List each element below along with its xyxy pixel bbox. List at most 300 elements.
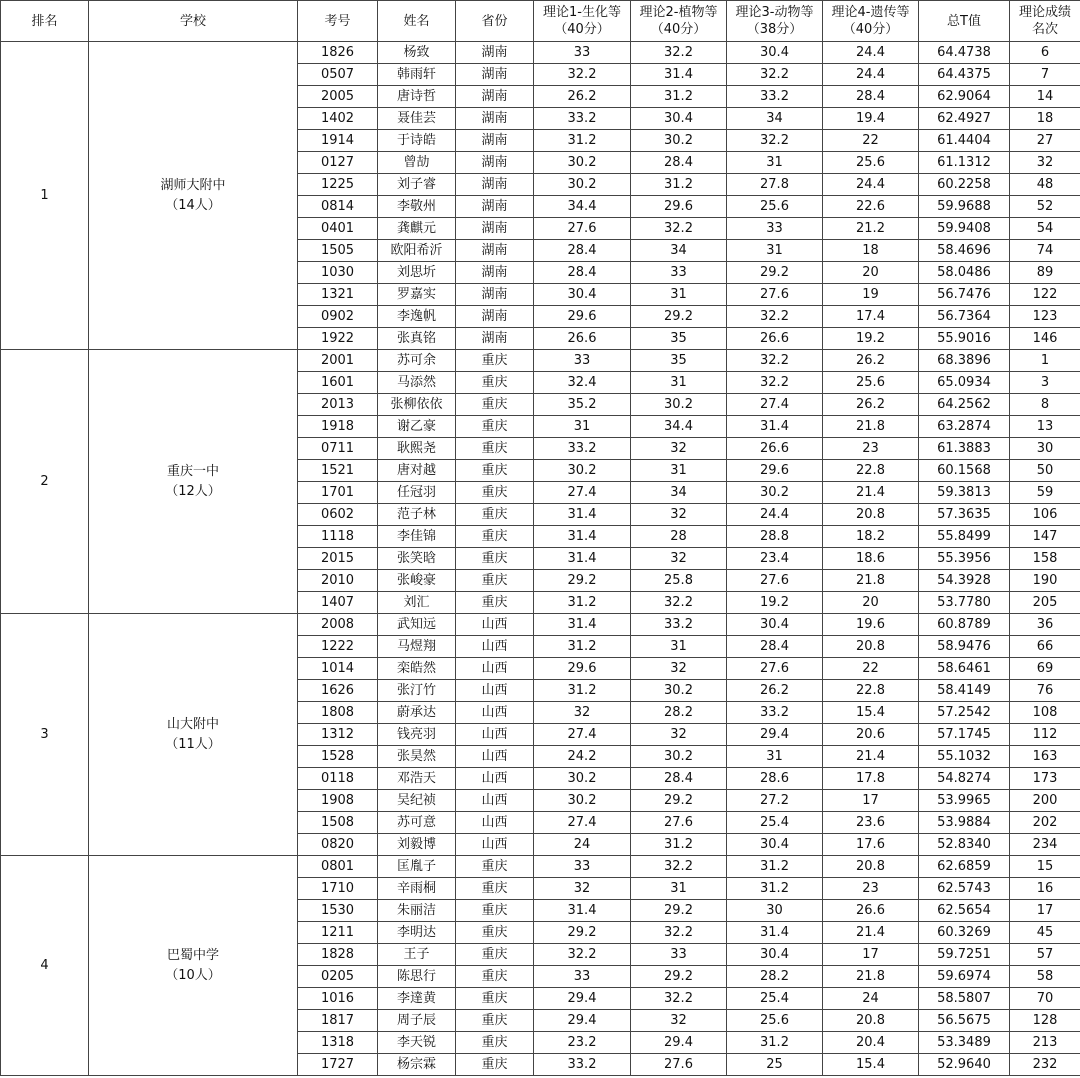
theory-1-cell: 32.2 — [534, 64, 631, 86]
table-body — [1, 42, 1080, 1076]
exam-id-cell: 1222 — [298, 636, 378, 658]
theory-3-cell: 25.6 — [727, 1010, 823, 1032]
header-theory-place-line1: 理论成绩 — [1018, 5, 1071, 20]
province-cell: 山西 — [456, 702, 534, 724]
theory-2-cell: 27.6 — [631, 812, 727, 834]
exam-id-cell: 1922 — [298, 328, 378, 350]
theory-1-cell: 27.6 — [534, 218, 631, 240]
total-t-cell: 64.4738 — [919, 42, 1010, 64]
theory-3-cell: 31 — [727, 240, 823, 262]
exam-id-cell: 2015 — [298, 548, 378, 570]
theory-3-cell: 33 — [727, 218, 823, 240]
theory-1-cell: 31.2 — [534, 592, 631, 614]
province-cell: 重庆 — [456, 966, 534, 988]
header-theory-2 — [631, 1, 727, 42]
theory-2-cell: 31.4 — [631, 64, 727, 86]
theory-2-cell: 29.6 — [631, 196, 727, 218]
theory-place-cell: 202 — [1010, 812, 1080, 834]
theory-3-cell: 27.6 — [727, 570, 823, 592]
theory-3-cell: 30.4 — [727, 42, 823, 64]
theory-place-cell: 8 — [1010, 394, 1080, 416]
theory-1-cell: 31 — [534, 416, 631, 438]
theory-1-cell: 30.2 — [534, 768, 631, 790]
theory-4-cell: 26.2 — [823, 350, 919, 372]
theory-3-cell: 19.2 — [727, 592, 823, 614]
province-cell: 湖南 — [456, 86, 534, 108]
name-cell: 李逸帆 — [378, 306, 456, 328]
header-province: 省份 — [456, 1, 534, 42]
theory-place-cell: 58 — [1010, 966, 1080, 988]
theory-2-cell: 28.4 — [631, 152, 727, 174]
theory-place-cell: 52 — [1010, 196, 1080, 218]
exam-id-cell: 1908 — [298, 790, 378, 812]
theory-2-cell: 33.2 — [631, 614, 727, 636]
theory-4-cell: 23 — [823, 878, 919, 900]
name-cell: 栾皓然 — [378, 658, 456, 680]
school-cell — [89, 350, 298, 614]
theory-2-cell: 28 — [631, 526, 727, 548]
theory-1-cell: 33 — [534, 856, 631, 878]
theory-place-cell: 70 — [1010, 988, 1080, 1010]
theory-4-cell: 23 — [823, 438, 919, 460]
theory-place-cell: 17 — [1010, 900, 1080, 922]
theory-3-cell: 31.2 — [727, 1032, 823, 1054]
theory-place-cell: 158 — [1010, 548, 1080, 570]
theory-4-cell: 21.8 — [823, 570, 919, 592]
header-school: 学校 — [89, 1, 298, 42]
total-t-cell: 56.7476 — [919, 284, 1010, 306]
theory-3-cell: 34 — [727, 108, 823, 130]
theory-place-cell: 14 — [1010, 86, 1080, 108]
theory-3-cell: 30.2 — [727, 482, 823, 504]
exam-id-cell: 1914 — [298, 130, 378, 152]
theory-place-cell: 106 — [1010, 504, 1080, 526]
exam-id-cell: 1407 — [298, 592, 378, 614]
exam-id-cell: 1808 — [298, 702, 378, 724]
total-t-cell: 58.0486 — [919, 262, 1010, 284]
theory-1-cell: 30.2 — [534, 460, 631, 482]
theory-3-cell: 32.2 — [727, 372, 823, 394]
total-t-cell: 55.3956 — [919, 548, 1010, 570]
theory-place-cell: 74 — [1010, 240, 1080, 262]
theory-3-cell: 25.6 — [727, 196, 823, 218]
province-cell: 山西 — [456, 636, 534, 658]
province-cell: 重庆 — [456, 1010, 534, 1032]
theory-4-cell: 19.4 — [823, 108, 919, 130]
total-t-cell: 62.5654 — [919, 900, 1010, 922]
header-theory-4 — [823, 1, 919, 42]
theory-2-cell: 32.2 — [631, 218, 727, 240]
name-cell: 刘子睿 — [378, 174, 456, 196]
total-t-cell: 60.3269 — [919, 922, 1010, 944]
name-cell: 刘思圻 — [378, 262, 456, 284]
total-t-cell: 65.0934 — [919, 372, 1010, 394]
theory-4-cell: 20 — [823, 262, 919, 284]
theory-1-cell: 29.6 — [534, 658, 631, 680]
theory-2-cell: 31.2 — [631, 86, 727, 108]
theory-2-cell: 32 — [631, 504, 727, 526]
exam-id-cell: 0401 — [298, 218, 378, 240]
exam-id-cell: 1312 — [298, 724, 378, 746]
theory-2-cell: 32.2 — [631, 592, 727, 614]
header-theory-2-title: 理论2-植物等 — [639, 5, 718, 20]
theory-place-cell: 7 — [1010, 64, 1080, 86]
total-t-cell: 57.3635 — [919, 504, 1010, 526]
name-cell: 唐对越 — [378, 460, 456, 482]
exam-id-cell: 1828 — [298, 944, 378, 966]
theory-3-cell: 28.6 — [727, 768, 823, 790]
theory-2-cell: 32.2 — [631, 856, 727, 878]
exam-id-cell: 1118 — [298, 526, 378, 548]
theory-4-cell: 15.4 — [823, 702, 919, 724]
total-t-cell: 53.3489 — [919, 1032, 1010, 1054]
province-cell: 湖南 — [456, 174, 534, 196]
theory-3-cell: 28.2 — [727, 966, 823, 988]
theory-place-cell: 173 — [1010, 768, 1080, 790]
theory-2-cell: 32 — [631, 1010, 727, 1032]
province-cell: 重庆 — [456, 592, 534, 614]
theory-3-cell: 27.8 — [727, 174, 823, 196]
theory-4-cell: 23.6 — [823, 812, 919, 834]
theory-2-cell: 34 — [631, 482, 727, 504]
theory-3-cell: 25.4 — [727, 988, 823, 1010]
total-t-cell: 61.4404 — [919, 130, 1010, 152]
theory-4-cell: 18.6 — [823, 548, 919, 570]
theory-place-cell: 147 — [1010, 526, 1080, 548]
header-theory-1 — [534, 1, 631, 42]
name-cell: 杨宗霖 — [378, 1054, 456, 1076]
province-cell: 重庆 — [456, 416, 534, 438]
table-row — [1, 350, 1080, 372]
theory-1-cell: 32.2 — [534, 944, 631, 966]
theory-place-cell: 234 — [1010, 834, 1080, 856]
theory-1-cell: 31.2 — [534, 636, 631, 658]
theory-1-cell: 23.2 — [534, 1032, 631, 1054]
total-t-cell: 62.5743 — [919, 878, 1010, 900]
exam-id-cell: 0205 — [298, 966, 378, 988]
theory-4-cell: 22 — [823, 130, 919, 152]
theory-4-cell: 24.4 — [823, 42, 919, 64]
exam-id-cell: 1321 — [298, 284, 378, 306]
theory-1-cell: 33 — [534, 42, 631, 64]
name-cell: 朱丽洁 — [378, 900, 456, 922]
exam-id-cell: 2013 — [298, 394, 378, 416]
name-cell: 李敬州 — [378, 196, 456, 218]
theory-4-cell: 22.8 — [823, 460, 919, 482]
theory-place-cell: 1 — [1010, 350, 1080, 372]
province-cell: 山西 — [456, 812, 534, 834]
header-exam-id: 考号 — [298, 1, 378, 42]
theory-4-cell: 17 — [823, 944, 919, 966]
theory-2-cell: 25.8 — [631, 570, 727, 592]
theory-place-cell: 27 — [1010, 130, 1080, 152]
table-row — [1, 614, 1080, 636]
province-cell: 山西 — [456, 658, 534, 680]
theory-4-cell: 20.8 — [823, 504, 919, 526]
total-t-cell: 57.2542 — [919, 702, 1010, 724]
theory-1-cell: 24.2 — [534, 746, 631, 768]
total-t-cell: 62.4927 — [919, 108, 1010, 130]
theory-place-cell: 205 — [1010, 592, 1080, 614]
theory-2-cell: 27.6 — [631, 1054, 727, 1076]
province-cell: 山西 — [456, 746, 534, 768]
theory-3-cell: 29.4 — [727, 724, 823, 746]
theory-2-cell: 30.2 — [631, 680, 727, 702]
theory-2-cell: 31 — [631, 878, 727, 900]
exam-id-cell: 0711 — [298, 438, 378, 460]
theory-2-cell: 33 — [631, 262, 727, 284]
theory-4-cell: 21.4 — [823, 746, 919, 768]
total-t-cell: 56.5675 — [919, 1010, 1010, 1032]
theory-2-cell: 29.2 — [631, 900, 727, 922]
theory-2-cell: 32 — [631, 548, 727, 570]
theory-1-cell: 29.4 — [534, 988, 631, 1010]
theory-2-cell: 30.4 — [631, 108, 727, 130]
theory-3-cell: 31 — [727, 746, 823, 768]
total-t-cell: 52.8340 — [919, 834, 1010, 856]
name-cell: 韩雨轩 — [378, 64, 456, 86]
province-cell: 重庆 — [456, 878, 534, 900]
theory-place-cell: 6 — [1010, 42, 1080, 64]
province-cell: 重庆 — [456, 350, 534, 372]
theory-4-cell: 17.8 — [823, 768, 919, 790]
province-cell: 湖南 — [456, 284, 534, 306]
theory-place-cell: 146 — [1010, 328, 1080, 350]
theory-4-cell: 22.6 — [823, 196, 919, 218]
province-cell: 山西 — [456, 724, 534, 746]
theory-3-cell: 27.6 — [727, 658, 823, 680]
school-name: 湖师大附中 — [160, 177, 226, 193]
exam-id-cell: 2010 — [298, 570, 378, 592]
total-t-cell: 54.8274 — [919, 768, 1010, 790]
theory-4-cell: 20.6 — [823, 724, 919, 746]
theory-2-cell: 31.2 — [631, 174, 727, 196]
total-t-cell: 55.1032 — [919, 746, 1010, 768]
theory-place-cell: 108 — [1010, 702, 1080, 724]
theory-3-cell: 26.6 — [727, 438, 823, 460]
theory-1-cell: 31.4 — [534, 526, 631, 548]
theory-4-cell: 20.8 — [823, 636, 919, 658]
province-cell: 湖南 — [456, 130, 534, 152]
theory-1-cell: 24 — [534, 834, 631, 856]
total-t-cell: 68.3896 — [919, 350, 1010, 372]
theory-3-cell: 30.4 — [727, 944, 823, 966]
theory-1-cell: 26.6 — [534, 328, 631, 350]
table-row — [1, 856, 1080, 878]
exam-id-cell: 0127 — [298, 152, 378, 174]
theory-2-cell: 29.2 — [631, 306, 727, 328]
theory-1-cell: 27.4 — [534, 724, 631, 746]
name-cell: 聂佳芸 — [378, 108, 456, 130]
province-cell: 重庆 — [456, 504, 534, 526]
total-t-cell: 59.3813 — [919, 482, 1010, 504]
theory-3-cell: 30 — [727, 900, 823, 922]
theory-3-cell: 26.6 — [727, 328, 823, 350]
total-t-cell: 57.1745 — [919, 724, 1010, 746]
exam-id-cell: 1014 — [298, 658, 378, 680]
theory-2-cell: 29.2 — [631, 966, 727, 988]
theory-4-cell: 25.6 — [823, 372, 919, 394]
theory-4-cell: 25.6 — [823, 152, 919, 174]
theory-place-cell: 213 — [1010, 1032, 1080, 1054]
theory-place-cell: 30 — [1010, 438, 1080, 460]
name-cell: 刘汇 — [378, 592, 456, 614]
theory-place-cell: 54 — [1010, 218, 1080, 240]
name-cell: 苏可意 — [378, 812, 456, 834]
theory-4-cell: 22 — [823, 658, 919, 680]
theory-4-cell: 19.2 — [823, 328, 919, 350]
theory-place-cell: 16 — [1010, 878, 1080, 900]
theory-3-cell: 27.6 — [727, 284, 823, 306]
theory-3-cell: 26.2 — [727, 680, 823, 702]
theory-3-cell: 23.4 — [727, 548, 823, 570]
name-cell: 罗嘉实 — [378, 284, 456, 306]
theory-3-cell: 31.2 — [727, 878, 823, 900]
theory-place-cell: 3 — [1010, 372, 1080, 394]
theory-2-cell: 34.4 — [631, 416, 727, 438]
theory-2-cell: 28.2 — [631, 702, 727, 724]
theory-1-cell: 29.2 — [534, 922, 631, 944]
exam-id-cell: 1402 — [298, 108, 378, 130]
theory-1-cell: 30.2 — [534, 790, 631, 812]
theory-4-cell: 28.4 — [823, 86, 919, 108]
name-cell: 李佳锦 — [378, 526, 456, 548]
theory-place-cell: 13 — [1010, 416, 1080, 438]
exam-id-cell: 1505 — [298, 240, 378, 262]
theory-2-cell: 29.2 — [631, 790, 727, 812]
theory-4-cell: 19 — [823, 284, 919, 306]
name-cell: 龚麒元 — [378, 218, 456, 240]
theory-3-cell: 32.2 — [727, 130, 823, 152]
table-row — [1, 42, 1080, 64]
name-cell: 曾劼 — [378, 152, 456, 174]
total-t-cell: 59.9408 — [919, 218, 1010, 240]
school-cell — [89, 856, 298, 1076]
school-name: 巴蜀中学 — [166, 947, 219, 963]
theory-4-cell: 21.4 — [823, 922, 919, 944]
theory-1-cell: 31.2 — [534, 680, 631, 702]
name-cell: 张真铭 — [378, 328, 456, 350]
header-name: 姓名 — [378, 1, 456, 42]
theory-place-cell: 66 — [1010, 636, 1080, 658]
header-theory-1-max: （40分） — [554, 22, 610, 37]
theory-2-cell: 31.2 — [631, 834, 727, 856]
province-cell: 湖南 — [456, 108, 534, 130]
province-cell: 重庆 — [456, 372, 534, 394]
name-cell: 苏可余 — [378, 350, 456, 372]
province-cell: 湖南 — [456, 218, 534, 240]
exam-id-cell: 1016 — [298, 988, 378, 1010]
exam-id-cell: 0902 — [298, 306, 378, 328]
exam-id-cell: 1211 — [298, 922, 378, 944]
theory-1-cell: 33.2 — [534, 438, 631, 460]
theory-place-cell: 163 — [1010, 746, 1080, 768]
theory-place-cell: 123 — [1010, 306, 1080, 328]
name-cell: 吴纪祯 — [378, 790, 456, 812]
province-cell: 山西 — [456, 614, 534, 636]
total-t-cell: 53.9884 — [919, 812, 1010, 834]
exam-id-cell: 2005 — [298, 86, 378, 108]
header-rank: 排名 — [1, 1, 89, 42]
theory-place-cell: 48 — [1010, 174, 1080, 196]
name-cell: 周子辰 — [378, 1010, 456, 1032]
school-count: （14人） — [165, 197, 221, 213]
exam-id-cell: 1225 — [298, 174, 378, 196]
theory-3-cell: 27.2 — [727, 790, 823, 812]
province-cell: 湖南 — [456, 262, 534, 284]
name-cell: 马煜翔 — [378, 636, 456, 658]
name-cell: 范子林 — [378, 504, 456, 526]
header-theory-3 — [727, 1, 823, 42]
header-theory-3-max: （38分） — [746, 22, 803, 37]
theory-1-cell: 31.4 — [534, 614, 631, 636]
theory-2-cell: 30.2 — [631, 130, 727, 152]
theory-3-cell: 30.4 — [727, 834, 823, 856]
theory-1-cell: 26.2 — [534, 86, 631, 108]
theory-1-cell: 27.4 — [534, 812, 631, 834]
theory-3-cell: 31.4 — [727, 922, 823, 944]
total-t-cell: 64.4375 — [919, 64, 1010, 86]
exam-id-cell: 2001 — [298, 350, 378, 372]
header-theory-place-line2: 名次 — [1031, 22, 1058, 37]
theory-2-cell: 32 — [631, 724, 727, 746]
theory-2-cell: 32.2 — [631, 988, 727, 1010]
province-cell: 重庆 — [456, 570, 534, 592]
total-t-cell: 59.9688 — [919, 196, 1010, 218]
total-t-cell: 56.7364 — [919, 306, 1010, 328]
province-cell: 重庆 — [456, 900, 534, 922]
theory-place-cell: 200 — [1010, 790, 1080, 812]
theory-3-cell: 29.6 — [727, 460, 823, 482]
theory-1-cell: 27.4 — [534, 482, 631, 504]
theory-2-cell: 31 — [631, 284, 727, 306]
theory-4-cell: 20 — [823, 592, 919, 614]
theory-2-cell: 31 — [631, 636, 727, 658]
name-cell: 张峻豪 — [378, 570, 456, 592]
name-cell: 王子 — [378, 944, 456, 966]
theory-1-cell: 31.2 — [534, 130, 631, 152]
total-t-cell: 58.9476 — [919, 636, 1010, 658]
exam-id-cell: 1030 — [298, 262, 378, 284]
theory-4-cell: 17.6 — [823, 834, 919, 856]
theory-4-cell: 21.8 — [823, 966, 919, 988]
theory-3-cell: 28.8 — [727, 526, 823, 548]
theory-place-cell: 15 — [1010, 856, 1080, 878]
name-cell: 于诗皓 — [378, 130, 456, 152]
header-theory-2-max: （40分） — [650, 22, 707, 37]
theory-2-cell: 35 — [631, 328, 727, 350]
name-cell: 李天锐 — [378, 1032, 456, 1054]
total-t-cell: 60.2258 — [919, 174, 1010, 196]
theory-place-cell: 18 — [1010, 108, 1080, 130]
theory-3-cell: 24.4 — [727, 504, 823, 526]
theory-place-cell: 59 — [1010, 482, 1080, 504]
theory-2-cell: 30.2 — [631, 746, 727, 768]
school-count: （12人） — [165, 483, 221, 499]
theory-place-cell: 32 — [1010, 152, 1080, 174]
name-cell: 张柳依依 — [378, 394, 456, 416]
theory-4-cell: 20.4 — [823, 1032, 919, 1054]
theory-3-cell: 32.2 — [727, 64, 823, 86]
name-cell: 钱亮羽 — [378, 724, 456, 746]
theory-4-cell: 18.2 — [823, 526, 919, 548]
rank-cell: 3 — [1, 614, 89, 856]
theory-4-cell: 26.2 — [823, 394, 919, 416]
name-cell: 邓浩天 — [378, 768, 456, 790]
school-count: （10人） — [165, 967, 221, 983]
header-theory-3-title: 理论3-动物等 — [735, 5, 814, 20]
theory-1-cell: 32 — [534, 702, 631, 724]
